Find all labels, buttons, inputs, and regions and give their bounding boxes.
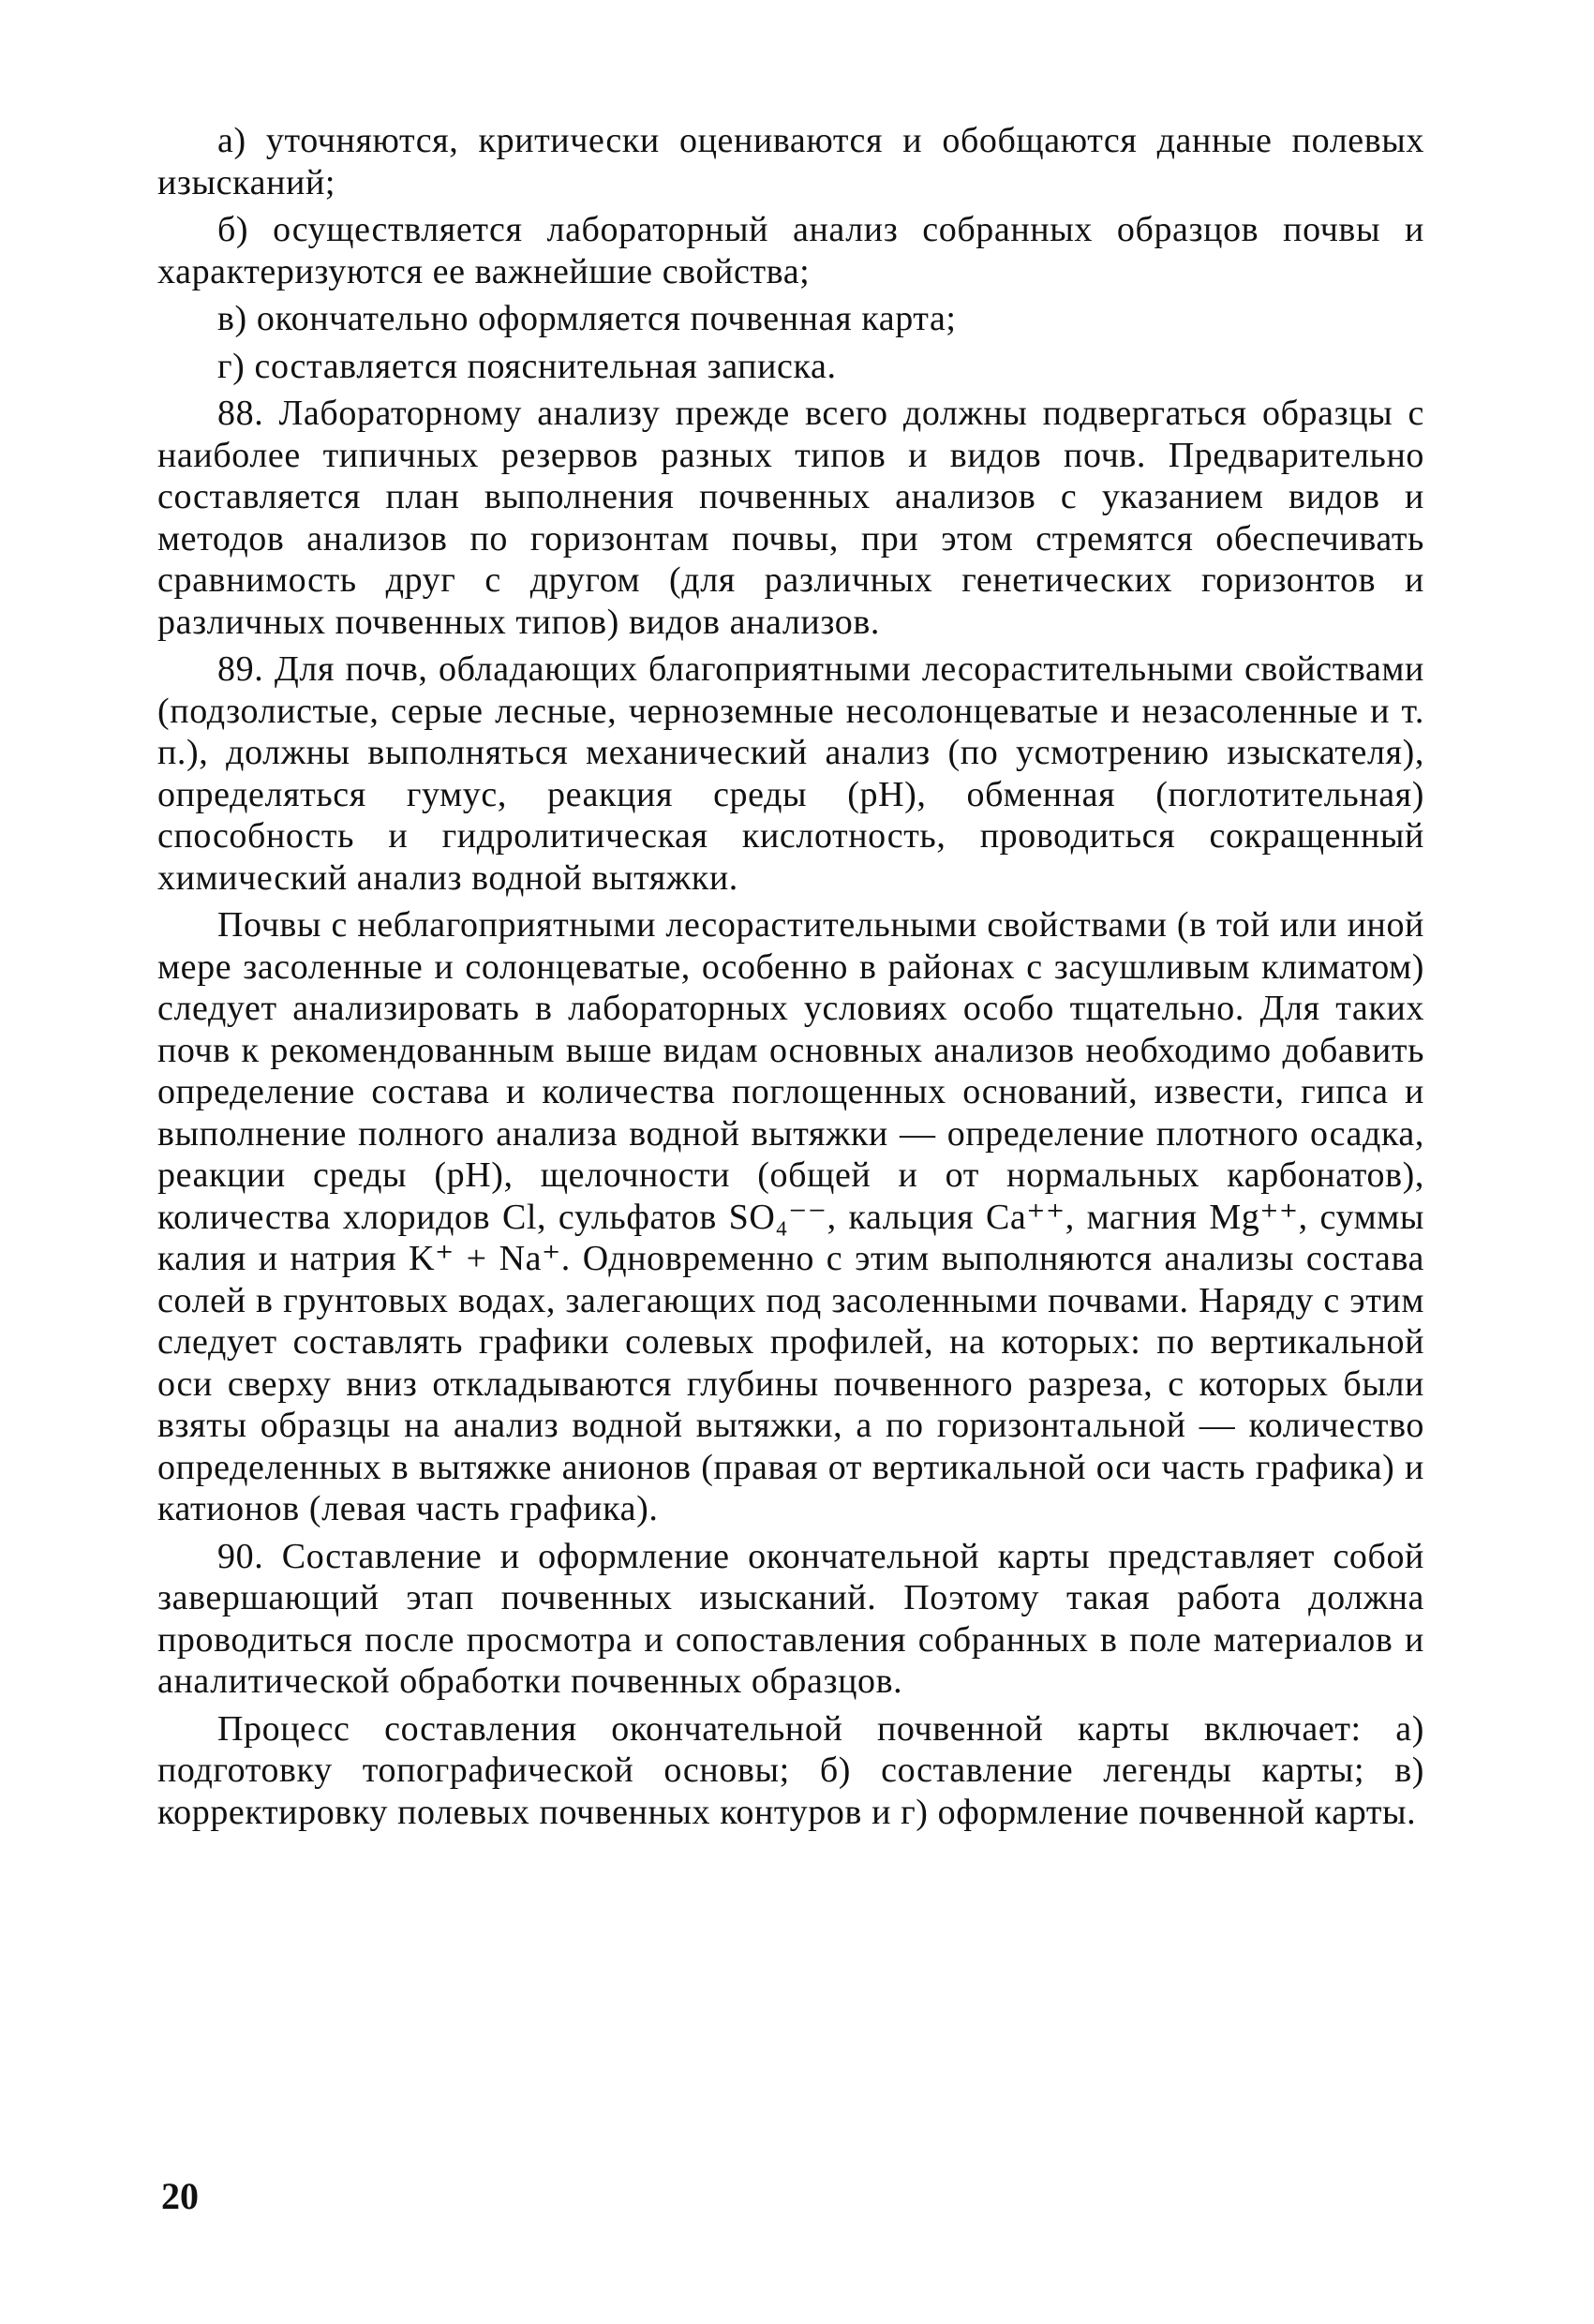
paragraph-unfavorable-soils: Почвы с неблагоприятными лесорастительными свойствами (в той или иной мере засоленные и солонцеватые, особенно в районах с засушливым климатом) следует анализировать в лабораторных условиях особо тщательно. Для таких почв к рекомендованным выше видам основных анализов необходимо добавить определение состава и количества поглощенных оснований, извести, гипса и выполнение полного анализа водной вытяжки — определение плотного осадка, реакции среды (pH), щелочности (общей и от нормальных карбонатов), количества хлоридов Cl, сульфатов SO₄⁻⁻, кальция Ca⁺⁺, магния Mg⁺⁺, суммы калия и натрия K⁺ + Na⁺. Одновременно с этим выполняются анализы состава солей в грунтовых водах, залегающих под засоленными почвами. Наряду с этим следует составлять графики солевых профилей, на которых: по вертикальной оси сверху вниз откладываются глубины почвенного разреза, с которых были взяты образцы на анализ водной вытяжки, а по горизонтальной — количество определенных в вытяжке анионов (правая от вертикальной оси часть графика) и катионов (левая часть графика). — [157, 905, 1424, 1528]
paragraph-90: 90. Составление и оформление окончательной карты представляет собой завершающий этап почвенных изысканий. Поэтому такая работа должна проводиться после просмотра и сопоставления собранных в поле материалов и аналитической обработки почвенных образцов. — [157, 1536, 1424, 1701]
paragraph-map-process: Процесс составления окончательной почвенной карты включает: а) подготовку топографической основы; б) составление легенды карты; в) корректировку полевых почвенных контуров и г) оформление почвенной карты. — [157, 1708, 1424, 1832]
list-item-c: в) окончательно оформляется почвенная карта; — [217, 299, 957, 338]
list-item-b: б) осуществляется лабораторный анализ собранных образцов почвы и характеризуются ее важнейшие свойства; — [157, 210, 1424, 291]
page-number: 20 — [161, 2175, 199, 2217]
list-item-a: а) уточняются, критически оцениваются и обобщаются данные полевых изысканий; — [157, 121, 1424, 202]
list-item-d: г) составляется пояснительная записка. — [217, 346, 837, 386]
paragraph-89: 89. Для почв, обладающих благоприятными лесорастительными свойствами (подзолистые, серые лесные, черноземные несолонцеватые и незасоленные и т. п.), должны выполняться механический анализ (по усмотрению изыскателя), определяться гумус, реакция среды (pH), обменная (поглотительная) способность и гидролитическая кислотность, проводиться сокращенный химический анализ водной вытяжки. — [157, 649, 1424, 898]
paragraph-88: 88. Лабораторному анализу прежде всего должны подвергаться образцы с наиболее типичных резервов разных типов и видов почв. Предварительно составляется план выполнения почвенных анализов с указанием видов и методов анализов по горизонтам почвы, при этом стремятся обеспечивать сравнимость друг с другом (для различных генетических горизонтов и различных почвенных типов) видов анализов. — [157, 394, 1424, 642]
page-body — [157, 120, 1424, 1839]
